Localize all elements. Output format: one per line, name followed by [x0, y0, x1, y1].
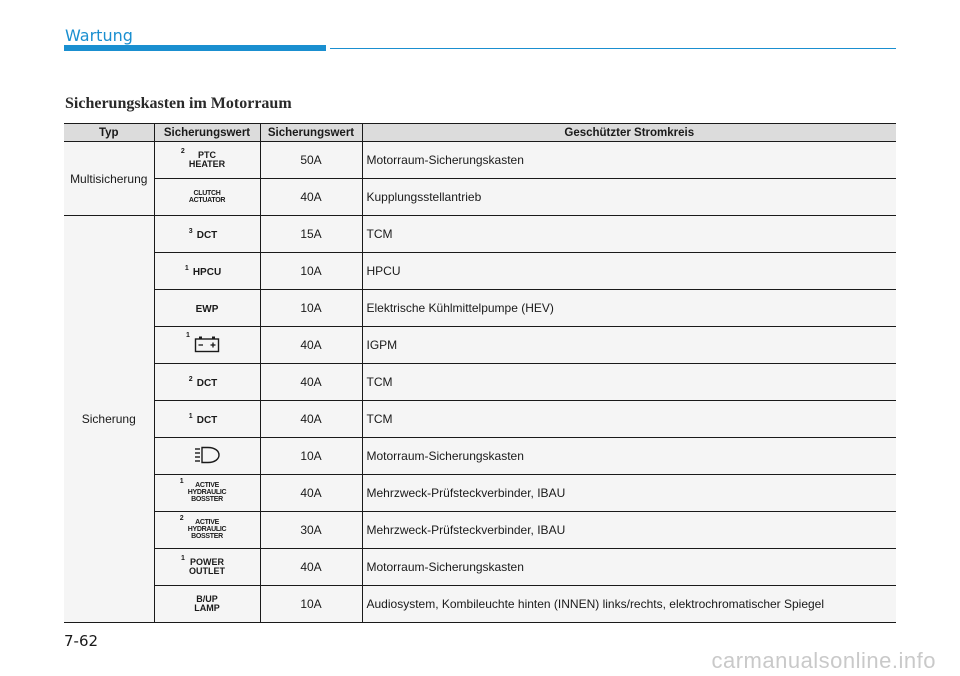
fuse-symbol [154, 438, 260, 475]
fuse-rating: 40A [260, 549, 362, 586]
page-title: Sicherungskasten im Motorraum [65, 95, 292, 112]
battery-icon [194, 335, 220, 355]
section-header: Wartung [65, 26, 133, 45]
protected-circuit: Motorraum-Sicherungskasten [362, 142, 896, 179]
protected-circuit: Audiosystem, Kombileuchte hinten (INNEN) links/rechts, elektrochromatischer Spiegel [362, 586, 896, 623]
protected-circuit: IGPM [362, 327, 896, 364]
table-row [64, 327, 896, 364]
header-rule-thick [64, 45, 326, 51]
fuse-symbol: B/UP LAMP [154, 586, 260, 623]
protected-circuit: Motorraum-Sicherungskasten [362, 438, 896, 475]
table-row [64, 586, 896, 623]
protected-circuit: Motorraum-Sicherungskasten [362, 549, 896, 586]
fuse-rating: 10A [260, 586, 362, 623]
protected-circuit: TCM [362, 364, 896, 401]
fuse-symbol: EWP [154, 290, 260, 327]
fuse-rating: 10A [260, 290, 362, 327]
protected-circuit: Mehrzweck-Prüfsteckverbinder, IBAU [362, 475, 896, 512]
column-header-fuse-rating: Sicherungswert [260, 124, 362, 142]
fuse-symbol: 1 [154, 327, 260, 364]
fuse-symbol: 1 ACTIVE HYDRAULIC BOSSTER [154, 475, 260, 512]
table-row [64, 401, 896, 438]
fuse-rating: 50A [260, 142, 362, 179]
fuse-rating: 10A [260, 438, 362, 475]
protected-circuit: Mehrzweck-Prüfsteckverbinder, IBAU [362, 512, 896, 549]
header-rule-thin [330, 48, 896, 49]
table-row [64, 253, 896, 290]
table-row [64, 179, 896, 216]
fuse-symbol: 3 DCT [154, 216, 260, 253]
table-row [64, 290, 896, 327]
fuse-rating: 40A [260, 475, 362, 512]
protected-circuit: TCM [362, 216, 896, 253]
table-header-row [64, 124, 896, 142]
table-row [64, 438, 896, 475]
table-row [64, 475, 896, 512]
fuse-rating: 30A [260, 512, 362, 549]
headlamp-icon [193, 446, 221, 467]
fuse-rating: 40A [260, 327, 362, 364]
table-row [64, 549, 896, 586]
table-row [64, 216, 896, 253]
table-row [64, 364, 896, 401]
fuse-symbol: 1 HPCU [154, 253, 260, 290]
fuse-symbol: 1 POWER OUTLET [154, 549, 260, 586]
fuse-symbol: CLUTCH ACTUATOR [154, 179, 260, 216]
fuse-symbol: 1 DCT [154, 401, 260, 438]
protected-circuit: TCM [362, 401, 896, 438]
fuse-rating: 15A [260, 216, 362, 253]
table-row [64, 512, 896, 549]
group-label: Sicherung [64, 216, 154, 623]
group-label: Multisicherung [64, 142, 154, 216]
table-row [64, 142, 896, 179]
fuse-rating: 40A [260, 364, 362, 401]
protected-circuit: HPCU [362, 253, 896, 290]
page-number: 7-62 [64, 632, 99, 650]
column-header-circuit: Geschützter Stromkreis [362, 124, 896, 142]
fuse-rating: 40A [260, 401, 362, 438]
fuse-table [64, 123, 896, 623]
fuse-symbol: 2 DCT [154, 364, 260, 401]
fuse-symbol: 2 ACTIVE HYDRAULIC BOSSTER [154, 512, 260, 549]
protected-circuit: Kupplungsstellantrieb [362, 179, 896, 216]
fuse-rating: 40A [260, 179, 362, 216]
fuse-symbol: 2 PTC HEATER [154, 142, 260, 179]
column-header-typ: Typ [64, 124, 154, 142]
protected-circuit: Elektrische Kühlmittelpumpe (HEV) [362, 290, 896, 327]
watermark: carmanualsonline.info [711, 648, 936, 673]
fuse-rating: 10A [260, 253, 362, 290]
column-header-fuse-symbol: Sicherungswert [154, 124, 260, 142]
